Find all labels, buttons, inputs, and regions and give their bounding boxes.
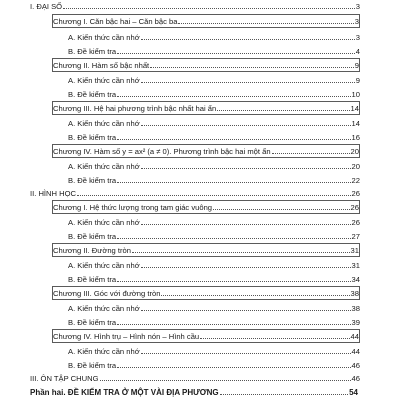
toc-entry-section[interactable]: A. Kiến thức cần nhớ 44 — [68, 347, 360, 356]
toc-entry-section[interactable]: A. Kiến thức cần nhớ 9 — [68, 76, 360, 85]
toc-entry-section[interactable]: B. Đề kiểm tra 39 — [68, 318, 360, 327]
toc-entry-chapter[interactable]: Chương II. Hàm số bậc nhất 9 — [52, 58, 360, 72]
dot-leader — [117, 324, 350, 325]
dot-leader — [213, 209, 350, 210]
clipped-next-entry — [30, 397, 370, 403]
dot-leader — [220, 394, 349, 395]
toc-entry-geometry[interactable]: II. HÌNH HỌC 26 — [30, 189, 360, 198]
dot-leader — [100, 380, 351, 381]
toc-entry-section[interactable]: A. Kiến thức cần nhớ 20 — [68, 162, 360, 171]
toc-entry-chapter[interactable]: Chương IV. Hình trụ – Hình nón – Hình cầu 44 — [52, 329, 360, 343]
dot-leader — [150, 67, 354, 68]
dot-leader — [141, 39, 355, 40]
toc-entry-review[interactable]: III. ÔN TẬP CHUNG 46 — [30, 374, 360, 383]
toc-entry-section[interactable]: B. Đề kiểm tra 46 — [68, 361, 360, 370]
toc-entry-section[interactable]: B. Đề kiểm tra 27 — [68, 232, 360, 241]
toc-entry-section[interactable]: B. Đề kiểm tra 4 — [68, 47, 360, 56]
dot-leader — [217, 110, 349, 111]
dot-leader — [141, 125, 351, 126]
dot-leader — [77, 195, 351, 196]
dot-leader — [117, 53, 355, 54]
dot-leader — [141, 168, 351, 169]
dot-leader — [141, 267, 351, 268]
toc-entry-chapter[interactable]: Chương III. Góc với đường tròn 38 — [52, 286, 360, 300]
toc-entry-section[interactable]: A. Kiến thức cần nhớ 26 — [68, 218, 360, 227]
toc-entry-section[interactable]: A. Kiến thức cần nhớ 3 — [68, 33, 360, 42]
toc-entry-section[interactable]: B. Đề kiểm tra 16 — [68, 133, 360, 142]
dot-leader — [178, 23, 353, 24]
dot-leader — [117, 182, 350, 183]
toc-entry-chapter[interactable]: Chương III. Hệ hai phương trình bậc nhất hai ẩn 14 — [52, 101, 360, 115]
toc-entry-section[interactable]: B. Đề kiểm tra 34 — [68, 275, 360, 284]
toc-entry-part[interactable]: Phần hai. ĐỀ KIỂM TRA Ở MỘT VÀI ĐỊA PHƯƠNG 54 — [30, 388, 358, 397]
dot-leader — [272, 153, 350, 154]
dot-leader — [117, 281, 350, 282]
dot-leader — [161, 295, 349, 296]
toc-entry-section[interactable]: A. Kiến thức cần nhớ 31 — [68, 261, 360, 270]
toc-entry-section[interactable]: A. Kiến thức cần nhớ 14 — [68, 119, 360, 128]
dot-leader — [141, 310, 351, 311]
toc-entry-algebra[interactable]: I. ĐẠI SỐ 3 — [30, 2, 360, 11]
toc-entry-chapter[interactable]: Chương II. Đường tròn 31 — [52, 243, 360, 257]
toc-entry-chapter[interactable]: Chương IV. Hàm số y = ax² (a ≠ 0). Phương trình bậc hai một ẩn 20 — [52, 144, 360, 158]
toc-entry-chapter[interactable]: Chương I. Căn bậc hai – Căn bậc ba 3 — [52, 14, 360, 28]
toc-entry-section[interactable]: B. Đề kiểm tra 22 — [68, 176, 360, 185]
dot-leader — [132, 252, 350, 253]
dot-leader — [141, 82, 355, 83]
dot-leader — [200, 338, 349, 339]
dot-leader — [141, 353, 351, 354]
toc-entry-chapter[interactable]: Chương I. Hệ thức lượng trong tam giác vuông 26 — [52, 200, 360, 214]
toc-entry-section[interactable]: B. Đề kiểm tra 10 — [68, 90, 360, 99]
dot-leader — [117, 139, 350, 140]
dot-leader — [141, 224, 351, 225]
dot-leader — [63, 8, 355, 9]
toc-entry-section[interactable]: A. Kiến thức cần nhớ 38 — [68, 304, 360, 313]
dot-leader — [117, 96, 350, 97]
dot-leader — [117, 367, 350, 368]
dot-leader — [117, 238, 350, 239]
